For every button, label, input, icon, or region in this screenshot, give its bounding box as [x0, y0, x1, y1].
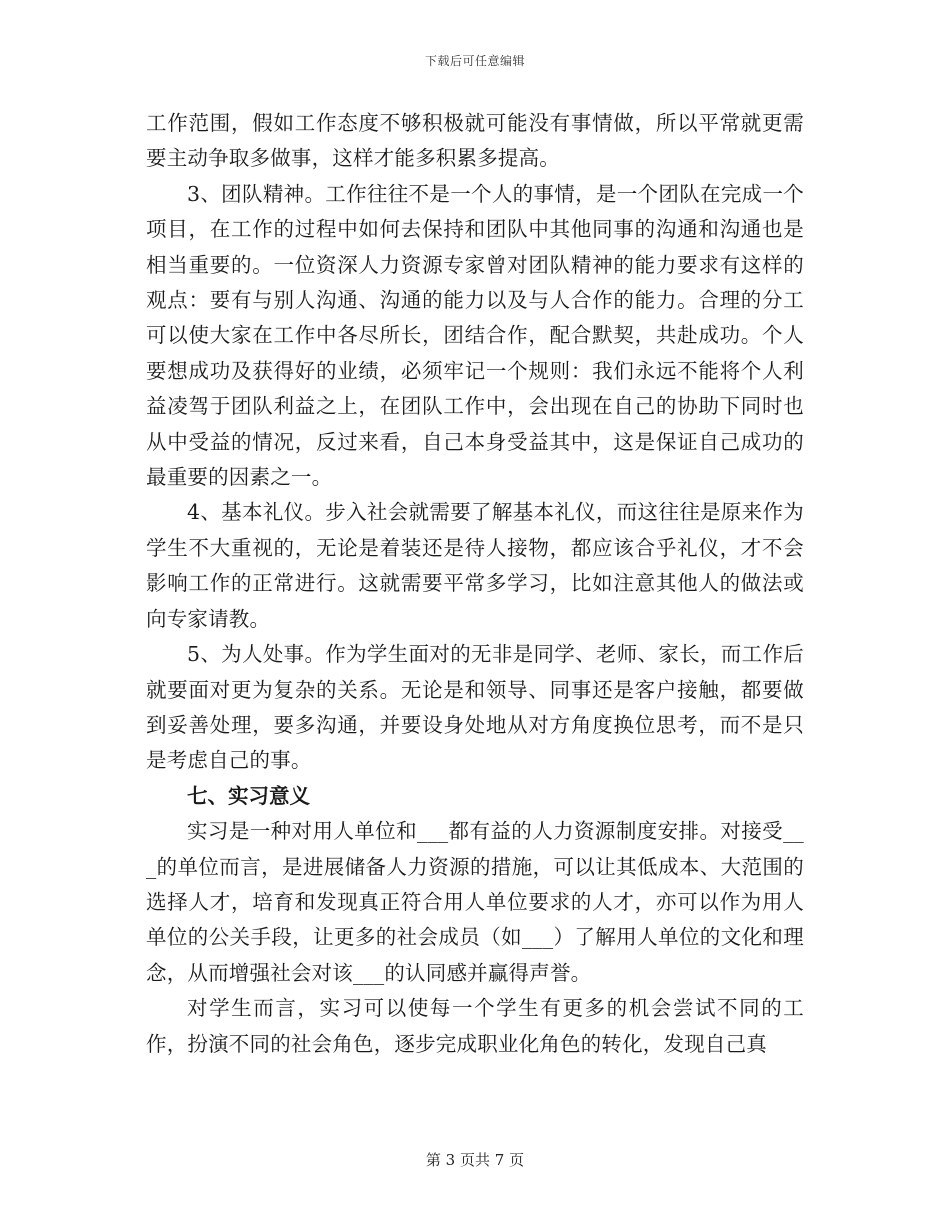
page-footer: 第 3 页共 7 页 [425, 1151, 525, 1169]
paragraph-continuation: 工作范围，假如工作态度不够积极就可能没有事情做，所以平常就更需要主动争取多做事，这样才能多积累多提高。 [146, 111, 804, 171]
paragraph-team-spirit: 3、团队精神。工作往往不是一个人的事情，是一个团队在完成一个项目，在工作的过程中如何去保持和团队中其他同事的沟通和沟通也是相当重要的。一位资深人力资源专家曾对团队精神的能力要求有这样的观点：要有与别人沟通、沟通的能力以及与人合作的能力。合理的分工可以使大家在工作中各尽所长，团结合作，配合默契，共赴成功。个人要想成功及获得好的业绩，必须牢记一个规则：我们永远不能将个人利益凌驾于团队利益之上，在团队工作中，会出现在自己的协助下同时也从中受益的情况，反过来看，自己本身受益其中，这是保证自己成功的最重要的因素之一。 [146, 181, 804, 490]
section-heading-internship-significance: 七、实习意义 [187, 783, 310, 808]
paragraph-employer-benefit: 实习是一种对用人单位和___都有益的人力资源制度安排。对接受___的单位而言，是进展储备人力资源的措施，可以让其低成本、大范围的选择人才，培育和发现真正符合用人单位要求的人才，亦可以作为用人单位的公关手段，让更多的社会成员（如___）了解用人单位的文化和理念，从而增强社会对该___的认同感并赢得声誉。 [146, 819, 804, 985]
document-body [146, 106, 804, 1062]
page-header: 下载后可任意编辑 [424, 54, 525, 68]
paragraph-student-benefit: 对学生而言，实习可以使每一个学生有更多的机会尝试不同的工作，扮演不同的社会角色，逐步完成职业化角色的转化，发现自己真 [146, 996, 804, 1056]
paragraph-interpersonal: 5、为人处事。作为学生面对的无非是同学、老师、家长，而工作后就要面对更为复杂的关系。无论是和领导、同事还是客户接触，都要做到妥善处理，要多沟通，并要设身处地从对方角度换位思考，而不是只是考虑自己的事。 [146, 642, 804, 773]
paragraph-basic-etiquette: 4、基本礼仪。步入社会就需要了解基本礼仪，而这往往是原来作为学生不大重视的，无论是着装还是待人接物，都应该合乎礼仪，才不会影响工作的正常进行。这就需要平常多学习，比如注意其他人的做法或向专家请教。 [146, 500, 804, 631]
